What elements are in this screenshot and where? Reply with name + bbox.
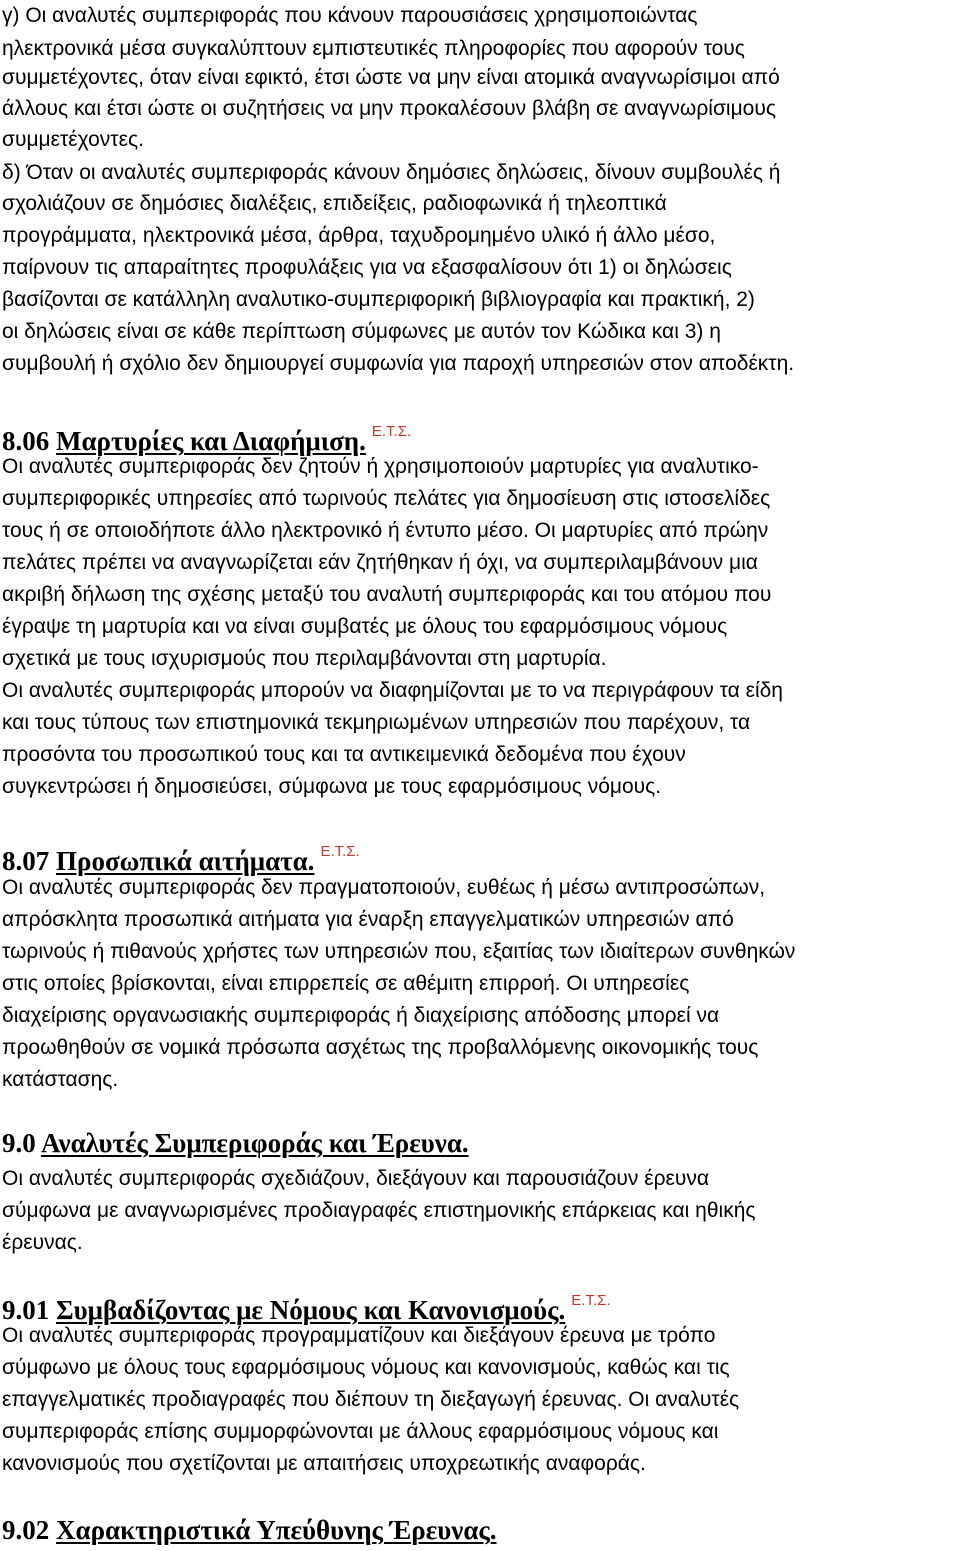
section-title: Χαρακτηριστικά Υπεύθυνης Έρευνας.	[56, 1515, 497, 1545]
section-title: Προσωπικά αιτήματα.	[56, 846, 315, 876]
section-heading-9-0	[2, 1127, 469, 1159]
section-title: Συμβαδίζοντας με Νόμους και Κανονισμούς.	[56, 1295, 566, 1325]
text-line: σύμφωνο με όλους τους εφαρμόσιμους νόμους και κανονισμούς, καθώς και τις	[2, 1356, 730, 1379]
section-number: 9.02	[2, 1515, 50, 1545]
text-line: σχετικά με τους ισχυρισμούς που περιλαμβάνονται στη μαρτυρία.	[2, 647, 607, 670]
text-line: Οι αναλυτές συμπεριφοράς προγραμματίζουν και διεξάγουν έρευνα με τρόπο	[2, 1324, 716, 1347]
section-tag: Ε.Τ.Σ.	[571, 1292, 611, 1309]
text-line: βασίζονται σε κατάλληλη αναλυτικο-συμπεριφορική βιβλιογραφία και πρακτική, 2)	[2, 288, 755, 311]
text-line: Οι αναλυτές συμπεριφοράς δεν ζητούν ή χρησιμοποιούν μαρτυρίες για αναλυτικο-	[2, 455, 759, 478]
text-line: και τους τύπους των επιστημονικά τεκμηριωμένων υπηρεσιών που παρέχουν, τα	[2, 711, 751, 734]
section-title: Μαρτυρίες και Διαφήμιση.	[56, 426, 366, 456]
text-line: τωρινούς ή πιθανούς χρήστες των υπηρεσιών που, εξαιτίας των ιδιαίτερων συνθηκών	[2, 940, 796, 963]
section-number: 9.0	[2, 1128, 36, 1158]
text-line: συμπεριφοράς επίσης συμμορφώνονται με άλλους εφαρμόσιμους νόμους και	[2, 1420, 719, 1443]
section-heading-9-01	[2, 1285, 611, 1325]
text-line: οι δηλώσεις είναι σε κάθε περίπτωση σύμφωνες με αυτόν τον Κώδικα και 3) η	[2, 320, 721, 343]
text-line: διαχείρισης οργανωσιακής συμπεριφοράς ή διαχείρισης απόδοσης μπορεί να	[2, 1004, 720, 1027]
text-line: πελάτες πρέπει να αναγνωρίζεται εάν ζητήθηκαν ή όχι, να συμπεριλαμβάνουν μια	[2, 551, 758, 574]
text-line: κανονισμούς που σχετίζονται με απαιτήσεις υποχρεωτικής αναφοράς.	[2, 1452, 646, 1475]
text-line: Οι αναλυτές συμπεριφοράς δεν πραγματοποιούν, ευθέως ή μέσω αντιπροσώπων,	[2, 876, 766, 899]
text-line: έρευνας.	[2, 1231, 83, 1254]
text-line: σύμφωνα με αναγνωρισμένες προδιαγραφές επιστημονικής επάρκειας και ηθικής	[2, 1199, 756, 1222]
text-line: γ) Οι αναλυτές συμπεριφοράς που κάνουν παρουσιάσεις χρησιμοποιώντας	[2, 4, 698, 27]
text-line: προσόντα του προσωπικού τους και τα αντικειμενικά δεδομένα που έχουν	[2, 743, 686, 766]
text-line: προγράμματα, ηλεκτρονικά μέσα, άρθρα, ταχυδρομημένο υλικό ή άλλο μέσο,	[2, 224, 716, 247]
text-line: Οι αναλυτές συμπεριφοράς μπορούν να διαφημίζονται με το να περιγράφουν τα είδη	[2, 679, 783, 702]
text-line: δ) Όταν οι αναλυτές συμπεριφοράς κάνουν δημόσιες δηλώσεις, δίνουν συμβουλές ή	[2, 161, 781, 184]
text-line: στις οποίες βρίσκονται, είναι επιρρεπείς σε αθέμιτη επιρροή. Οι υπηρεσίες	[2, 972, 690, 995]
section-tag: Ε.Τ.Σ.	[371, 423, 412, 440]
section-heading-8-07	[2, 836, 360, 876]
text-line: παίρνουν τις απαραίτητες προφυλάξεις για να εξασφαλίσουν ότι 1) οι δηλώσεις	[2, 256, 732, 279]
section-title: Αναλυτές Συμπεριφοράς και Έρευνα.	[41, 1128, 469, 1158]
text-line: ακριβή δήλωση της σχέσης μεταξύ του αναλυτή συμπεριφοράς και του ατόμου που	[2, 583, 772, 606]
text-line: τους ή σε οποιοδήποτε άλλο ηλεκτρονικό ή έντυπο μέσο. Οι μαρτυρίες από πρώην	[2, 519, 769, 542]
text-line: σχολιάζουν σε δημόσιες διαλέξεις, επιδείξεις, ραδιοφωνικά ή τηλεοπτικά	[2, 192, 667, 215]
text-line: απρόσκλητα προσωπικά αιτήματα για έναρξη επαγγελματικών υπηρεσιών από	[2, 908, 734, 931]
text-line: συμμετέχοντες.	[2, 128, 144, 151]
text-line: συμπεριφορικές υπηρεσίες από τωρινούς πελάτες για δημοσίευση στις ιστοσελίδες	[2, 487, 771, 510]
text-line: ηλεκτρονικά μέσα συγκαλύπτουν εμπιστευτικές πληροφορίες που αφορούν τους	[2, 37, 745, 60]
text-line: Οι αναλυτές συμπεριφοράς σχεδιάζουν, διεξάγουν και παρουσιάζουν έρευνα	[2, 1167, 710, 1190]
section-tag: Ε.Τ.Σ.	[320, 843, 360, 860]
text-line: συμβουλή ή σχόλιο δεν δημιουργεί συμφωνία για παροχή υπηρεσιών στον αποδέκτη.	[2, 352, 795, 375]
text-line: προωθηθούν σε νομικά πρόσωπα ασχέτως της προβαλλόμενης οικονομικής τους	[2, 1036, 759, 1059]
section-number: 9.01	[2, 1295, 50, 1325]
section-number: 8.07	[2, 846, 50, 876]
text-line: συγκεντρώσει ή δημοσιεύσει, σύμφωνα με τους εφαρμόσιμους νόμους.	[2, 775, 662, 798]
text-line: επαγγελματικές προδιαγραφές που διέπουν τη διεξαγωγή έρευνας. Οι αναλυτές	[2, 1388, 740, 1411]
text-line: έγραψε τη μαρτυρία και να είναι συμβατές με όλους του εφαρμόσιμους νόμους	[2, 615, 728, 638]
section-heading-8-06	[2, 416, 412, 456]
text-line: συμμετέχοντες, όταν είναι εφικτό, έτσι ώστε να μην είναι ατομικά αναγνωρίσιμοι από	[2, 66, 780, 89]
section-heading-9-02	[2, 1514, 497, 1546]
text-line: κατάστασης.	[2, 1068, 119, 1091]
section-number: 8.06	[2, 426, 50, 456]
text-line: άλλους και έτσι ώστε οι συζητήσεις να μην προκαλέσουν βλάβη σε αναγνωρίσιμους	[2, 97, 776, 120]
